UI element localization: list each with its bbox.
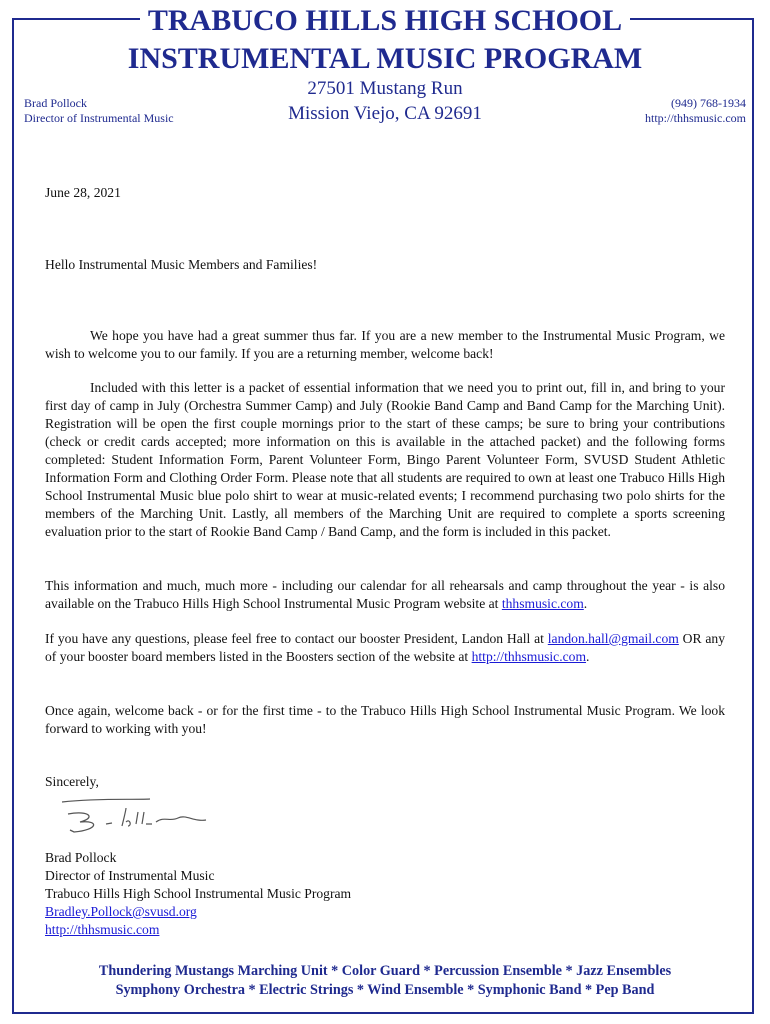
- booster-email-link[interactable]: landon.hall@gmail.com: [547, 631, 679, 646]
- signature-image: [60, 796, 220, 840]
- letter-date: June 28, 2021: [45, 185, 121, 200]
- signature-block: [45, 849, 725, 939]
- closing-salutation: Sincerely,: [45, 774, 99, 789]
- contact-block: [645, 96, 746, 126]
- phone-number: (949) 768-1934: [671, 96, 746, 110]
- paragraph-website: [45, 577, 725, 613]
- paragraph-contact: [45, 630, 725, 666]
- website-text: This information and much, much more - including our calendar for all rehearsals and camp throughout the year - is also available on the Trabuco Hills High School Instrumental Music Program website at: [45, 578, 725, 611]
- director-title: Director of Instrumental Music: [24, 111, 174, 125]
- program-title: INSTRUMENTAL MUSIC PROGRAM: [0, 44, 770, 74]
- address-city: Mission Viejo, CA 92691: [288, 103, 482, 124]
- signer-name: Brad Pollock: [45, 850, 117, 865]
- greeting: Hello Instrumental Music Members and Families!: [45, 257, 318, 272]
- contact-text-end: .: [586, 649, 590, 664]
- signer-org: Trabuco Hills High School Instrumental Music Program: [45, 886, 352, 901]
- footer-ensembles-line1: Thundering Mustangs Marching Unit * Color Guard * Percussion Ensemble * Jazz Ensembles: [98, 963, 672, 979]
- contact-text: If you have any questions, please feel free to contact our booster President, Landon Hall at: [45, 631, 548, 646]
- website-text-end: .: [583, 596, 588, 611]
- director-block: [24, 96, 174, 126]
- address-street: 27501 Mustang Run: [307, 78, 463, 99]
- director-name: Brad Pollock: [24, 96, 87, 110]
- school-title: TRABUCO HILLS HIGH SCHOOL: [0, 6, 770, 36]
- paragraph-welcome: We hope you have had a great summer thus far. If you are a new member to the Instrumental Music Program, we wish to welcome you to our family. If you are a returning member, welcome back!: [45, 328, 725, 361]
- footer-ensembles-line2: Symphony Orchestra * Electric Strings * Wind Ensemble * Symphonic Band * Pep Band: [115, 982, 655, 998]
- paragraph-packet: Included with this letter is a packet of essential information that we need you to print out, fill in, and bring to your first day of camp in July (Orchestra Summer Camp) and July (Rookie Band Camp and Band Camp for the Marching Unit). Registration will be open the first couple mornings prior to the start of these camps; be sure to bring your contributions (check or credit cards accepted; more information on this is available in the attached packet) and the following forms completed: Student Information Form, Parent Volunteer Form, Bingo Parent Volunteer Form, SVUSD Student Athletic Information Form and Clothing Order Form. Please note that all students are required to own at least one Trabuco Hills High School Instrumental Music blue polo shirt to wear at music-related events; I recommend purchasing two polo shirts for the members of the Marching Unit. Lastly, all members of the Marching Unit are required to complete a sports screening evaluation prior to the start of Rookie Band Camp / Band Camp, and the form is included in this packet.: [45, 380, 725, 539]
- contact-text-2: OR any of your booster board members listed in the Boosters section of the website at: [45, 631, 725, 664]
- booster-website-link[interactable]: http://thhsmusic.com: [471, 649, 587, 664]
- paragraph-closing: Once again, welcome back - or for the first time - to the Trabuco Hills High School Instrumental Music Program. We look forward to working with you!: [45, 703, 725, 736]
- signer-title: Director of Instrumental Music: [45, 868, 215, 883]
- signer-website-link[interactable]: http://thhsmusic.com: [45, 922, 160, 937]
- website-url[interactable]: http://thhsmusic.com: [645, 111, 746, 125]
- website-link[interactable]: thhsmusic.com: [501, 596, 584, 611]
- signer-email-link[interactable]: Bradley.Pollock@svusd.org: [45, 904, 197, 919]
